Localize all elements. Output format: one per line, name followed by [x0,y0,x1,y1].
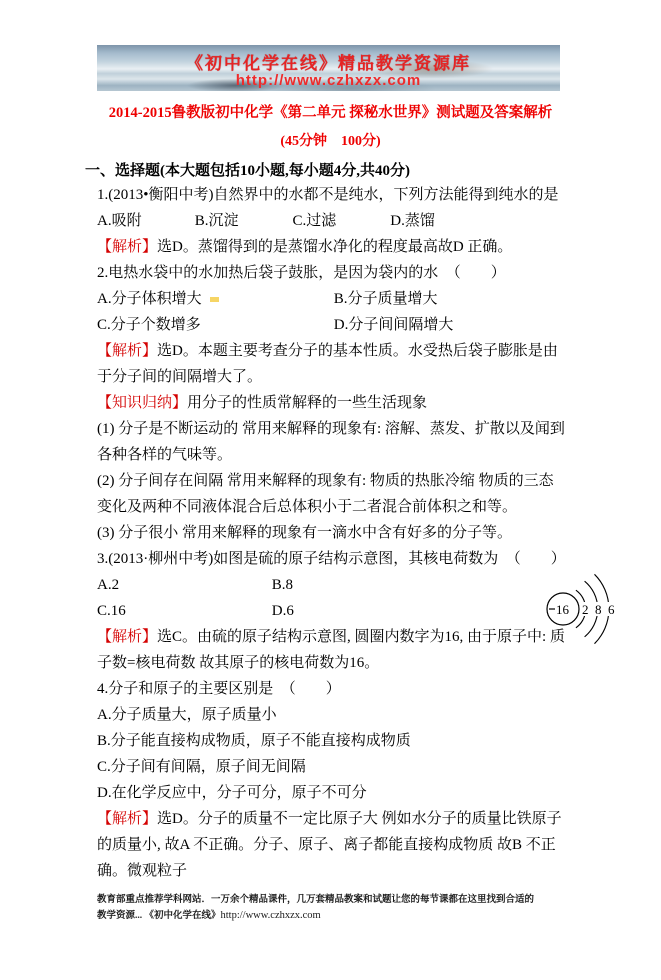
question-3-options-row-2 [97,598,567,624]
nucleus-charge-number: 16 [556,602,569,617]
question-1-stem: 1.(2013•衡阳中考)自然界中的水都不是纯水，下列方法能得到纯水的是 [97,187,559,203]
question-1-analysis [97,234,567,260]
question-3-options-row-1 [97,572,567,598]
question-4-option-b: B.分子能直接构成物质，原子不能直接构成物质 [97,733,411,749]
question-3-stem: 3.(2013·柳州中考)如图是硫的原子结构示意图，其核电荷数为 （ ） [97,551,566,567]
test-paper-page [0,45,661,980]
shell-1-electrons: 2 [582,602,589,617]
analysis-label: 【解析】 [97,239,158,255]
question-2-option-d: D.分子间间隔增大 [333,317,454,333]
question-1 [97,182,567,260]
question-1-option-b: B.沉淀 [194,213,239,229]
document-body [97,182,615,884]
shell-3-electrons: 6 [608,602,615,617]
question-2-option-c: C.分子个数增多 [97,317,201,333]
footer-line-1: 教育部重点推荐学科网站．一万余个精品课件，几万套精品教案和试题让您的每节课都在这里找到合适的 [97,895,535,905]
question-4-option-d: D.在化学反应中，分子可分，原子不可分 [97,785,367,801]
question-2-options-row-1 [97,286,567,312]
document-title: 2014-2015鲁教版初中化学《第二单元 探秘水世界》测试题及答案解析 [108,105,553,121]
analysis-text: 选D。分子的质量不一定比原子大 例如水分子的质量比铁原子的质量小, 故A 不正确。分子、原子、离子都能直接构成物质 故B 不正确。微观粒子 [97,811,562,879]
footer-line-2: 教学资源... 《初中化学在线》http://www.czhxzx.com [97,910,321,921]
yellow-highlight-mark [210,297,219,302]
analysis-text: 选D。本题主要考查分子的基本性质。水受热后袋子膨胀是由于分子间的间隔增大了。 [97,343,558,385]
analysis-label: 【解析】 [97,811,158,827]
footer-url-link[interactable]: http://www.czhxzx.com [220,910,321,921]
knowledge-item-1: (1) 分子是不断运动的 常用来解释的现象有: 溶解、蒸发、扩散以及闻到各种各样的气味等。 [97,421,565,463]
analysis-label: 【解析】 [97,343,158,359]
banner-url-link[interactable]: http://www.czhxzx.com [235,72,422,89]
question-3-analysis [97,624,567,676]
section-heading: 一、选择题(本大题包括10小题,每小题4分,共40分) [85,163,410,179]
question-3-option-c: C.16 [97,603,126,619]
knowledge-summary [97,390,567,546]
knowledge-item-2: (2) 分子间存在间隔 常用来解释的现象有: 物质的热胀冷缩 物质的三态变化及两种不同液体混合后总体积小于二者混合前体积之和等。 [97,473,554,515]
question-2-options-row-2 [97,312,567,338]
question-3-option-a: A.2 [97,577,120,593]
shell-2-electrons: 8 [595,602,602,617]
question-3-option-d: D.6 [271,603,294,619]
question-1-option-d: D.蒸馏 [390,213,435,229]
sulfur-atom-structure-diagram [539,570,629,648]
knowledge-title-text: 用分子的性质常解释的一些生活现象 [187,395,428,411]
question-1-option-a: A.吸附 [97,213,142,229]
question-2-option-b: B.分子质量增大 [333,291,438,307]
question-4-option-c: C.分子间有间隔，原子间无间隔 [97,759,306,775]
question-4-stem: 4.分子和原子的主要区别是 （ ） [97,681,341,697]
question-4 [97,676,567,884]
knowledge-summary-title [97,390,567,416]
analysis-text: 选C。由硫的原子结构示意图, 圆圈内数字为16, 由于原子中: 质子数=核电荷数 故其原子的核电荷数为16。 [97,629,565,671]
question-1-options [97,208,567,234]
question-2 [97,260,567,390]
question-3-option-b: B.8 [271,577,294,593]
knowledge-label: 【知识归纳】 [97,395,188,411]
page-footer [97,893,552,924]
site-banner [97,45,560,91]
analysis-label: 【解析】 [97,629,158,645]
question-4-option-a: A.分子质量大，原子质量小 [97,707,277,723]
question-3 [97,546,615,676]
document-subtitle: (45分钟 100分) [280,134,381,149]
knowledge-item-3: (3) 分子很小 常用来解释的现象有一滴水中含有好多的分子等。 [97,525,512,541]
question-2-stem: 2.电热水袋中的水加热后袋子鼓胀，是因为袋内的水 （ ） [97,265,506,281]
question-2-option-a: A.分子体积增大 [97,286,330,312]
analysis-text: 选D。蒸馏得到的是蒸馏水净化的程度最高故D 正确。 [157,239,513,255]
question-1-option-c: C.过滤 [292,213,337,229]
banner-site-title: 《初中化学在线》精品教学资源库 [186,54,471,73]
question-4-analysis [97,806,567,884]
question-2-analysis [97,338,567,390]
